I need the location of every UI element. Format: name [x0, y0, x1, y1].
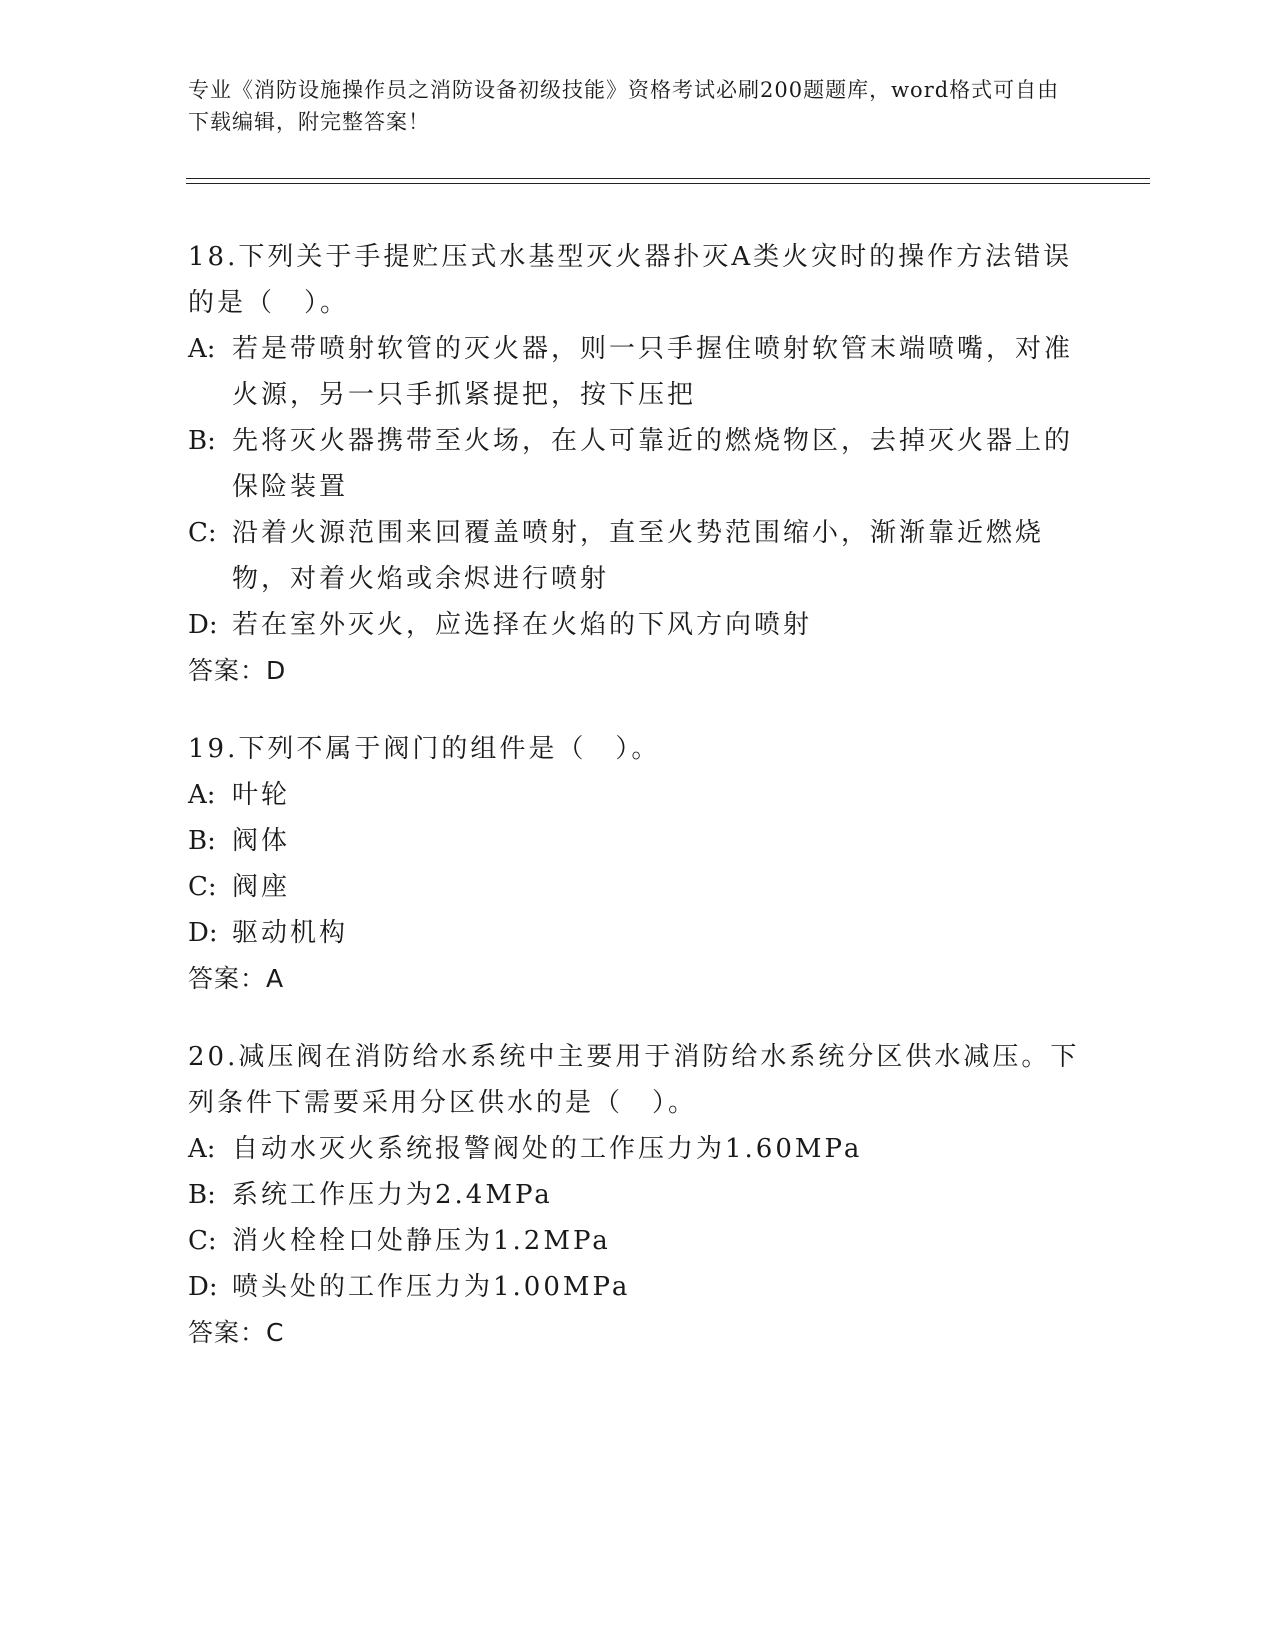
answer-line: 答案：D — [188, 656, 287, 685]
option-c — [188, 1218, 1088, 1264]
option-label: A: — [188, 1134, 216, 1164]
question-20 — [188, 1034, 1088, 1356]
answer-line: 答案：A — [188, 964, 285, 993]
option-a — [188, 326, 1088, 418]
header-divider-bottom — [186, 183, 1150, 184]
option-text: 叶轮 — [232, 780, 291, 810]
option-text: 先将灭火器携带至火场，在人可靠近的燃烧物区，去掉灭火器上的保险装置 — [232, 426, 1074, 502]
answer-line: 答案：C — [188, 1318, 285, 1347]
option-text: 若是带喷射软管的灭火器，则一只手握住喷射软管末端喷嘴，对准火源，另一只手抓紧提把，按下压把 — [232, 334, 1074, 410]
option-text: 喷头处的工作压力为1.00MPa — [232, 1272, 631, 1302]
question-list — [188, 234, 1088, 1388]
question-text: 18.下列关于手提贮压式水基型灭火器扑灭A类火灾时的操作方法错误的是（ ）。 — [188, 242, 1073, 318]
option-label: A: — [188, 780, 216, 810]
question-19 — [188, 726, 1088, 1002]
option-label: C: — [188, 518, 217, 548]
option-c — [188, 864, 1088, 910]
option-text: 消火栓栓口处静压为1.2MPa — [232, 1226, 611, 1256]
option-label: C: — [188, 872, 217, 902]
option-label: A: — [188, 334, 216, 364]
option-a — [188, 772, 1088, 818]
option-b — [188, 1172, 1088, 1218]
option-c — [188, 510, 1088, 602]
option-text: 自动水灭火系统报警阀处的工作压力为1.60MPa — [232, 1134, 863, 1164]
header-divider-top — [186, 178, 1150, 179]
option-d — [188, 602, 1088, 648]
question-18 — [188, 234, 1088, 694]
option-label: C: — [188, 1226, 217, 1256]
option-text: 驱动机构 — [232, 918, 349, 948]
question-text: 20.减压阀在消防给水系统中主要用于消防给水系统分区供水减压。下列条件下需要采用分区供水的是（ ）。 — [188, 1042, 1080, 1118]
question-text: 19.下列不属于阀门的组件是（ ）。 — [188, 734, 661, 764]
option-d — [188, 910, 1088, 956]
option-label: B: — [188, 826, 216, 856]
option-text: 阀座 — [232, 872, 291, 902]
option-text: 沿着火源范围来回覆盖喷射，直至火势范围缩小，渐渐靠近燃烧物，对着火焰或余烬进行喷射 — [232, 518, 1045, 594]
option-text: 若在室外灭火，应选择在火焰的下风方向喷射 — [232, 610, 813, 640]
option-label: D: — [188, 918, 218, 948]
option-a — [188, 1126, 1088, 1172]
option-label: B: — [188, 1180, 216, 1210]
option-text: 系统工作压力为2.4MPa — [232, 1180, 553, 1210]
option-label: D: — [188, 610, 218, 640]
option-b — [188, 418, 1088, 510]
option-label: B: — [188, 426, 216, 456]
option-text: 阀体 — [232, 826, 291, 856]
option-d — [188, 1264, 1088, 1310]
document-header: 专业《消防设施操作员之消防设备初级技能》资格考试必刷200题题库，word格式可自由下载编辑，附完整答案！ — [188, 78, 1060, 134]
option-label: D: — [188, 1272, 218, 1302]
option-b — [188, 818, 1088, 864]
